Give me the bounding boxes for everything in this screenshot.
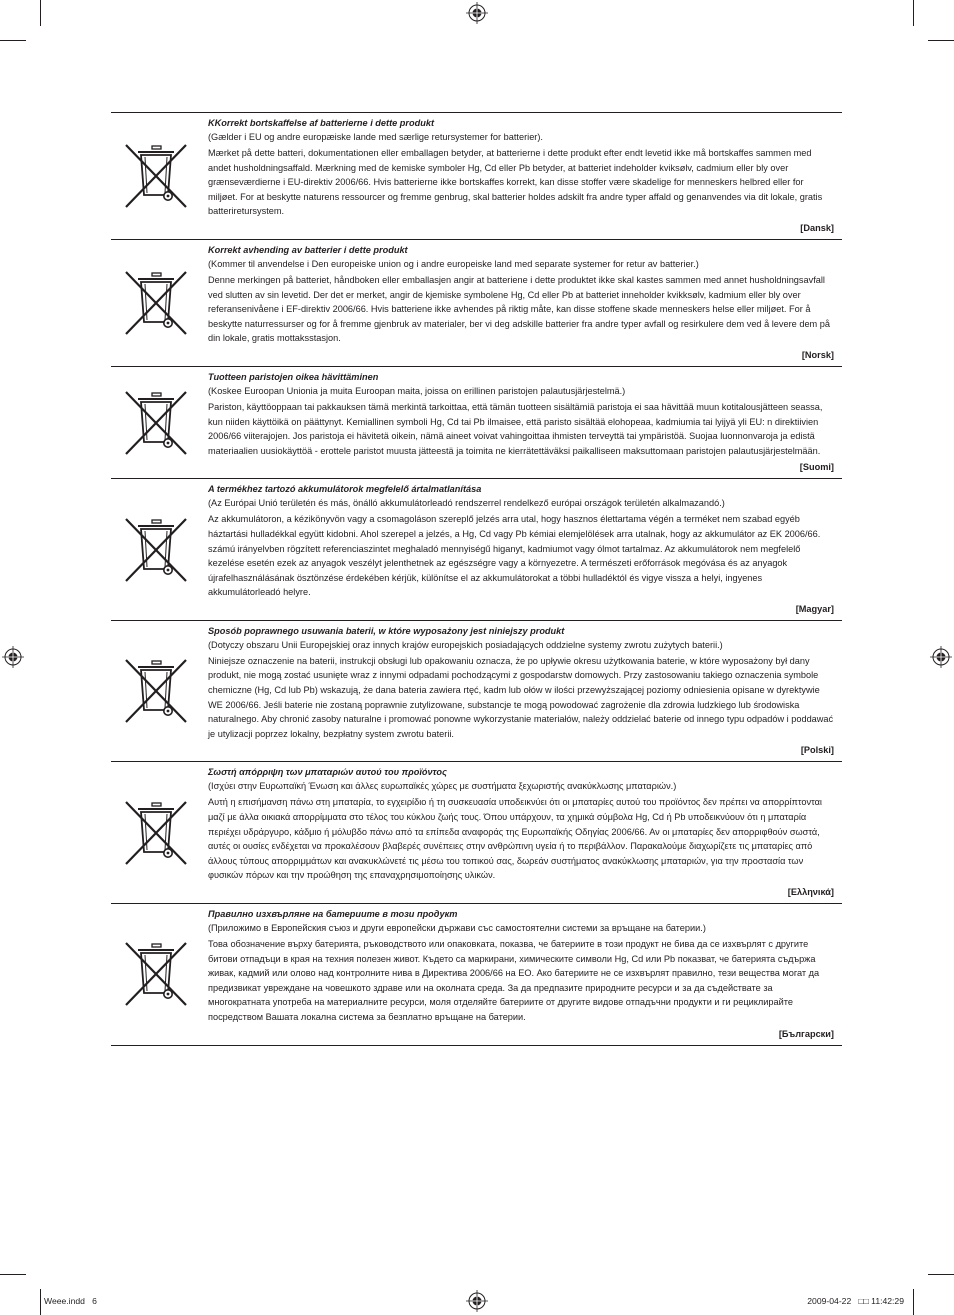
registration-mark-icon: [930, 646, 952, 668]
notice-body: Niniejsze oznaczenie na baterii, instrukcji obsługi lub opakowaniu oznacza, że po upływie okresu użytkowania baterie, w które wyposażony był dany produkt, nie mogą zostać usunięte wraz z innymi odpadami pochodzącymi z gospodarstw domowych. Przy zastosowaniu takiego oznaczenia symbole chemiczne (Hg, Cd lub Pb) wskazują, że dana bateria zawiera rtęć, kadm lub ołów w ilości przewyższającej poziomy odniesienia opisane w dyrektywie WE 2006/66. Jeśli baterie nie zostaną poprawnie zutylizowane, substancje te mogą powodować zagrożenie dla zdrowia ludzkiego lub środowiska naturalnego. Aby chronić zasoby naturalne i promować ponowne wykorzystanie materiałów, należy oddzielać baterie od innego typu odpadów i poddawać je utylizacji poprzez lokalny, bezpłatny system zwrotu baterii.: [208, 655, 834, 739]
notice-title: Tuotteen paristojen oikea hävittäminen: [208, 371, 379, 382]
notice-title: Sposób poprawnego usuwania baterii, w które wyposażony jest niniejszy produkt: [208, 625, 565, 636]
language-label: [Български]: [778, 1028, 834, 1039]
notice-scope: (Gælder i EU og andre europæiske lande med særlige retursystemer for batterier).: [208, 132, 543, 142]
notice-scope: (Koskee Euroopan Unionia ja muita Euroopan maita, joissa on erillinen paristojen palautusjärjestelmä.): [208, 385, 626, 396]
notice-dansk: [111, 112, 842, 239]
crop-mark-top-left-v: [40, 0, 41, 26]
crop-mark-bottom-left-v: [40, 1289, 41, 1315]
notice-ellinika: [111, 761, 842, 903]
notice-body: Mærket på dette batteri, dokumentationen eller emballagen betyder, at batterierne i dette produkt efter endt levetid ikke må bortskaffes sammen med andet husholdningsaffald. Mærkning med de kemiske symboler Hg, Cd eller Pb betyder, at batteriet indeholder kviksølv, cadmium eller bly over grænseværdierne i EU-direktiv 2006/66. Hvis batterierne ikke bortskaffes korrekt, kan disse stoffer være skadelige for menneskers helbred eller for miljøet. For at beskytte naturens ressourcer og fremme genbrug, skal batterier holdes adskilt fra andre typer affald og genanvendes via dit lokale, gratis batteriretursystem.: [208, 148, 823, 217]
notice-title: Korrekt avhending av batterier i dette produkt: [208, 244, 408, 255]
crop-mark-bottom-right-h: [928, 1274, 954, 1275]
crossed-out-wheelie-bin-icon: [124, 143, 188, 209]
language-label: [Ελληνικά]: [787, 887, 834, 897]
notice-scope: (Приложимо в Европейския съюз и други европейски държави със самостоятелни системи за връщане на батерии.): [208, 923, 706, 933]
notice-title: A termékhez tartozó akkumulátorok megfelelő ártalmatlanítása: [208, 484, 482, 495]
crossed-out-wheelie-bin-icon: [124, 517, 188, 583]
crop-mark-bottom-right-v: [913, 1289, 914, 1315]
notice-magyar: [111, 478, 842, 620]
language-label: [Suomi]: [799, 462, 834, 473]
registration-mark-icon: [466, 2, 488, 24]
crossed-out-wheelie-bin-icon: [124, 941, 188, 1007]
notice-body: Αυτή η επισήμανση πάνω στη μπαταρία, το εγχειρίδιο ή τη συσκευασία υποδεικνύει ότι οι μπαταρίες αυτού του προϊόντος δεν πρέπει να απορρίπτονται μαζί με άλλα οικιακά απορρίμματα στο τέλος του κύκλου ζωής τους. Όπου υπάρχουν, τα χημικά σύμβολα Hg, Cd ή Pb υποδεικνύουν ότι η μπαταρία περιέχει υδράργυρο, κάδμιο ή μόλυβδο πάνω από τα επίπεδα αναφοράς της Ευρωπαϊκής Οδηγίας 2006/66. Αν οι μπαταρίες δεν απορριφθούν σωστά, αυτές οι ουσίες ενδέχεται να προκαλέσουν βλαβερές συνέπειες στην ανθρώπινη υγεία ή το περιβάλλον. Παρακαλούμε διαχωρίζετε τις μπαταρίες από άλλους τύπους απορριμμάτων και ανακυκλώνετέ τις μέσω του τοπικού σας, δωρεάν συστήματος ανακύκλωσης μπαταριών, για την προστασία των φυσικών πόρων και την προώθηση της επαναχρησιμοποίησης υλικών.: [208, 797, 822, 881]
notice-balgarski: [111, 903, 842, 1046]
crossed-out-wheelie-bin-icon: [124, 270, 188, 336]
registration-mark-icon: [466, 1290, 488, 1312]
notice-suomi: [111, 366, 842, 478]
crop-mark-top-right-h: [928, 40, 954, 41]
crossed-out-wheelie-bin-icon: [124, 800, 188, 866]
crop-mark-top-right-v: [913, 0, 914, 26]
notice-body: Denne merkingen på batteriet, håndboken eller emballasjen angir at batteriene i dette produktet ikke skal kastes sammen med annet husholdningsavfall ved slutten av sin levetid. Der det er merket, angir de kjemiske symbolene Hg, Cd eller Pb at batteriet inneholder kvikksølv, kadmium eller bly over referansenivåene i EF-direktiv 2006/66. Hvis batteriene ikke avhendes på riktig måte, kan disse stoffene skade menneskers helse eller miljøet. For å beskytte naturressurser og for å fremme gjenbruk av materialer, ber vi deg adskille batterier fra andre typer avfall og resirkulere dem ved å levere dem på din lokale, gratis mottaksstasjon.: [208, 274, 830, 344]
notice-polski: [111, 620, 842, 762]
notice-title: KKorrekt bortskaffelse af batterierne i dette produkt: [208, 118, 434, 128]
footer-datetime: 2009-04-22 □□ 11:42:29: [807, 1296, 904, 1306]
footer-file-label: Weee.indd 6: [44, 1296, 97, 1306]
language-label: [Dansk]: [800, 222, 834, 233]
notice-body: Pariston, käyttöoppaan tai pakkauksen tämä merkintä tarkoittaa, että tämän tuotteen sisältämiä paristoja ei saa hävittää muun kotitalousjätteen seassa, kun niiden käyttöikä on päättynyt. Kemiallinen symboli Hg, Cd tai Pb ilmaisee, että paristo sisältää elohopeaa, kadmiumia tai lyijyä yli EU: n direktiivien 2006/66 viiterajojen. Jos paristoja ei hävitetä oikein, nämä aineet voivat vahingoittaa ihmisten terveyttä tai ympäristöä. Suojaa luonnonvaroja ja edistä materiaalien uusiokäyttöä - erottele paristot muusta jätteestä ja toimita ne kierrätettäväksi paikalliseen maksuttomaan paristojen palautusjärjestelmään.: [208, 401, 823, 456]
language-label: [Polski]: [800, 745, 834, 756]
language-label: [Magyar]: [795, 603, 834, 614]
crop-mark-bottom-left-h: [0, 1274, 26, 1275]
crop-mark-top-left-h: [0, 40, 26, 41]
notice-scope: (Az Európai Unió területén és más, önálló akkumulátorleadó rendszerrel rendelkező európai országok területén alkalmazandó.): [208, 498, 725, 509]
notice-scope: (Kommer til anvendelse i Den europeiske union og i andre europeiske land med separate systemer for retur av batterier.): [208, 258, 699, 269]
notice-scope: (Ισχύει στην Ευρωπαϊκή Ένωση και άλλες ευρωπαϊκές χώρες με συστήματα ξεχωριστής ανακύκλωσης μπαταριών.): [208, 781, 677, 792]
notice-title: Правилно изхвърляне на батериите в този продукт: [208, 909, 458, 919]
notice-body: Това обозначение върху батерията, ръководството или опаковката, показва, че батериите в този продукт не бива да се изхвърлят с другите битови отпадъци в края на техния полезен живот. Където са маркирани, химическите символи Hg, Cd или Pb показват, че батерията съдържа живак, кадмий или олово над контролните нива в Директива 2006/66 на ЕО. Ако батериите не се изхвърлят правилно, тези вещества могат да предизвикат увреждане на човешкото здраве или на околната среда. За да предпазите природните ресурси и за да съдействате за многократната употреба на материалните ресурси, моля отделяйте батериите от другите видове отпадъчни продукти и ги рециклирайте посредством Вашата локална система за безплатно връщане на батерии.: [208, 939, 820, 1022]
crossed-out-wheelie-bin-icon: [124, 658, 188, 724]
language-label: [Norsk]: [801, 349, 834, 360]
notice-title: Σωστή απόρριψη των μπαταριών αυτού του προϊόντος: [208, 767, 447, 778]
notice-body: Az akkumulátoron, a kézikönyvön vagy a csomagoláson szereplő jelzés arra utal, hogy hasznos élettartama végén a terméket nem szabad egyéb háztartási hulladékkal együtt kidobni. Ahol szerepel a jelzés, a Hg, Cd vagy Pb kémiai elemjelölések arra utalnak, hogy az akkumulátor az EK 2006/66. számú irányelvben rögzített referenciaszintet meghaladó mennyiségű higanyt, kadmiumot vagy ólmot tartalmaz. Az akkumulátorok nem megfelelő kezelése esetén ezek az anyagok veszélyt jelenthetnek az egészségre vagy a környezetre. A természeti erőforrások megóvása és az anyagok újrafelhasználásának ösztönzése érdekében kérjük, különítse el az akkumulátorokat a többi hulladéktól és vigye vissza a helyi, ingyenes akkumulátorleadó helyre.: [208, 514, 821, 598]
notice-scope: (Dotyczy obszaru Unii Europejskiej oraz innych krajów europejskich posiadających oddzielne systemy zwrotu zużytych baterii.): [208, 639, 723, 650]
crossed-out-wheelie-bin-icon: [124, 390, 188, 456]
notice-norsk: [111, 239, 842, 366]
battery-disposal-notices: [111, 112, 842, 1046]
registration-mark-icon: [2, 646, 24, 668]
